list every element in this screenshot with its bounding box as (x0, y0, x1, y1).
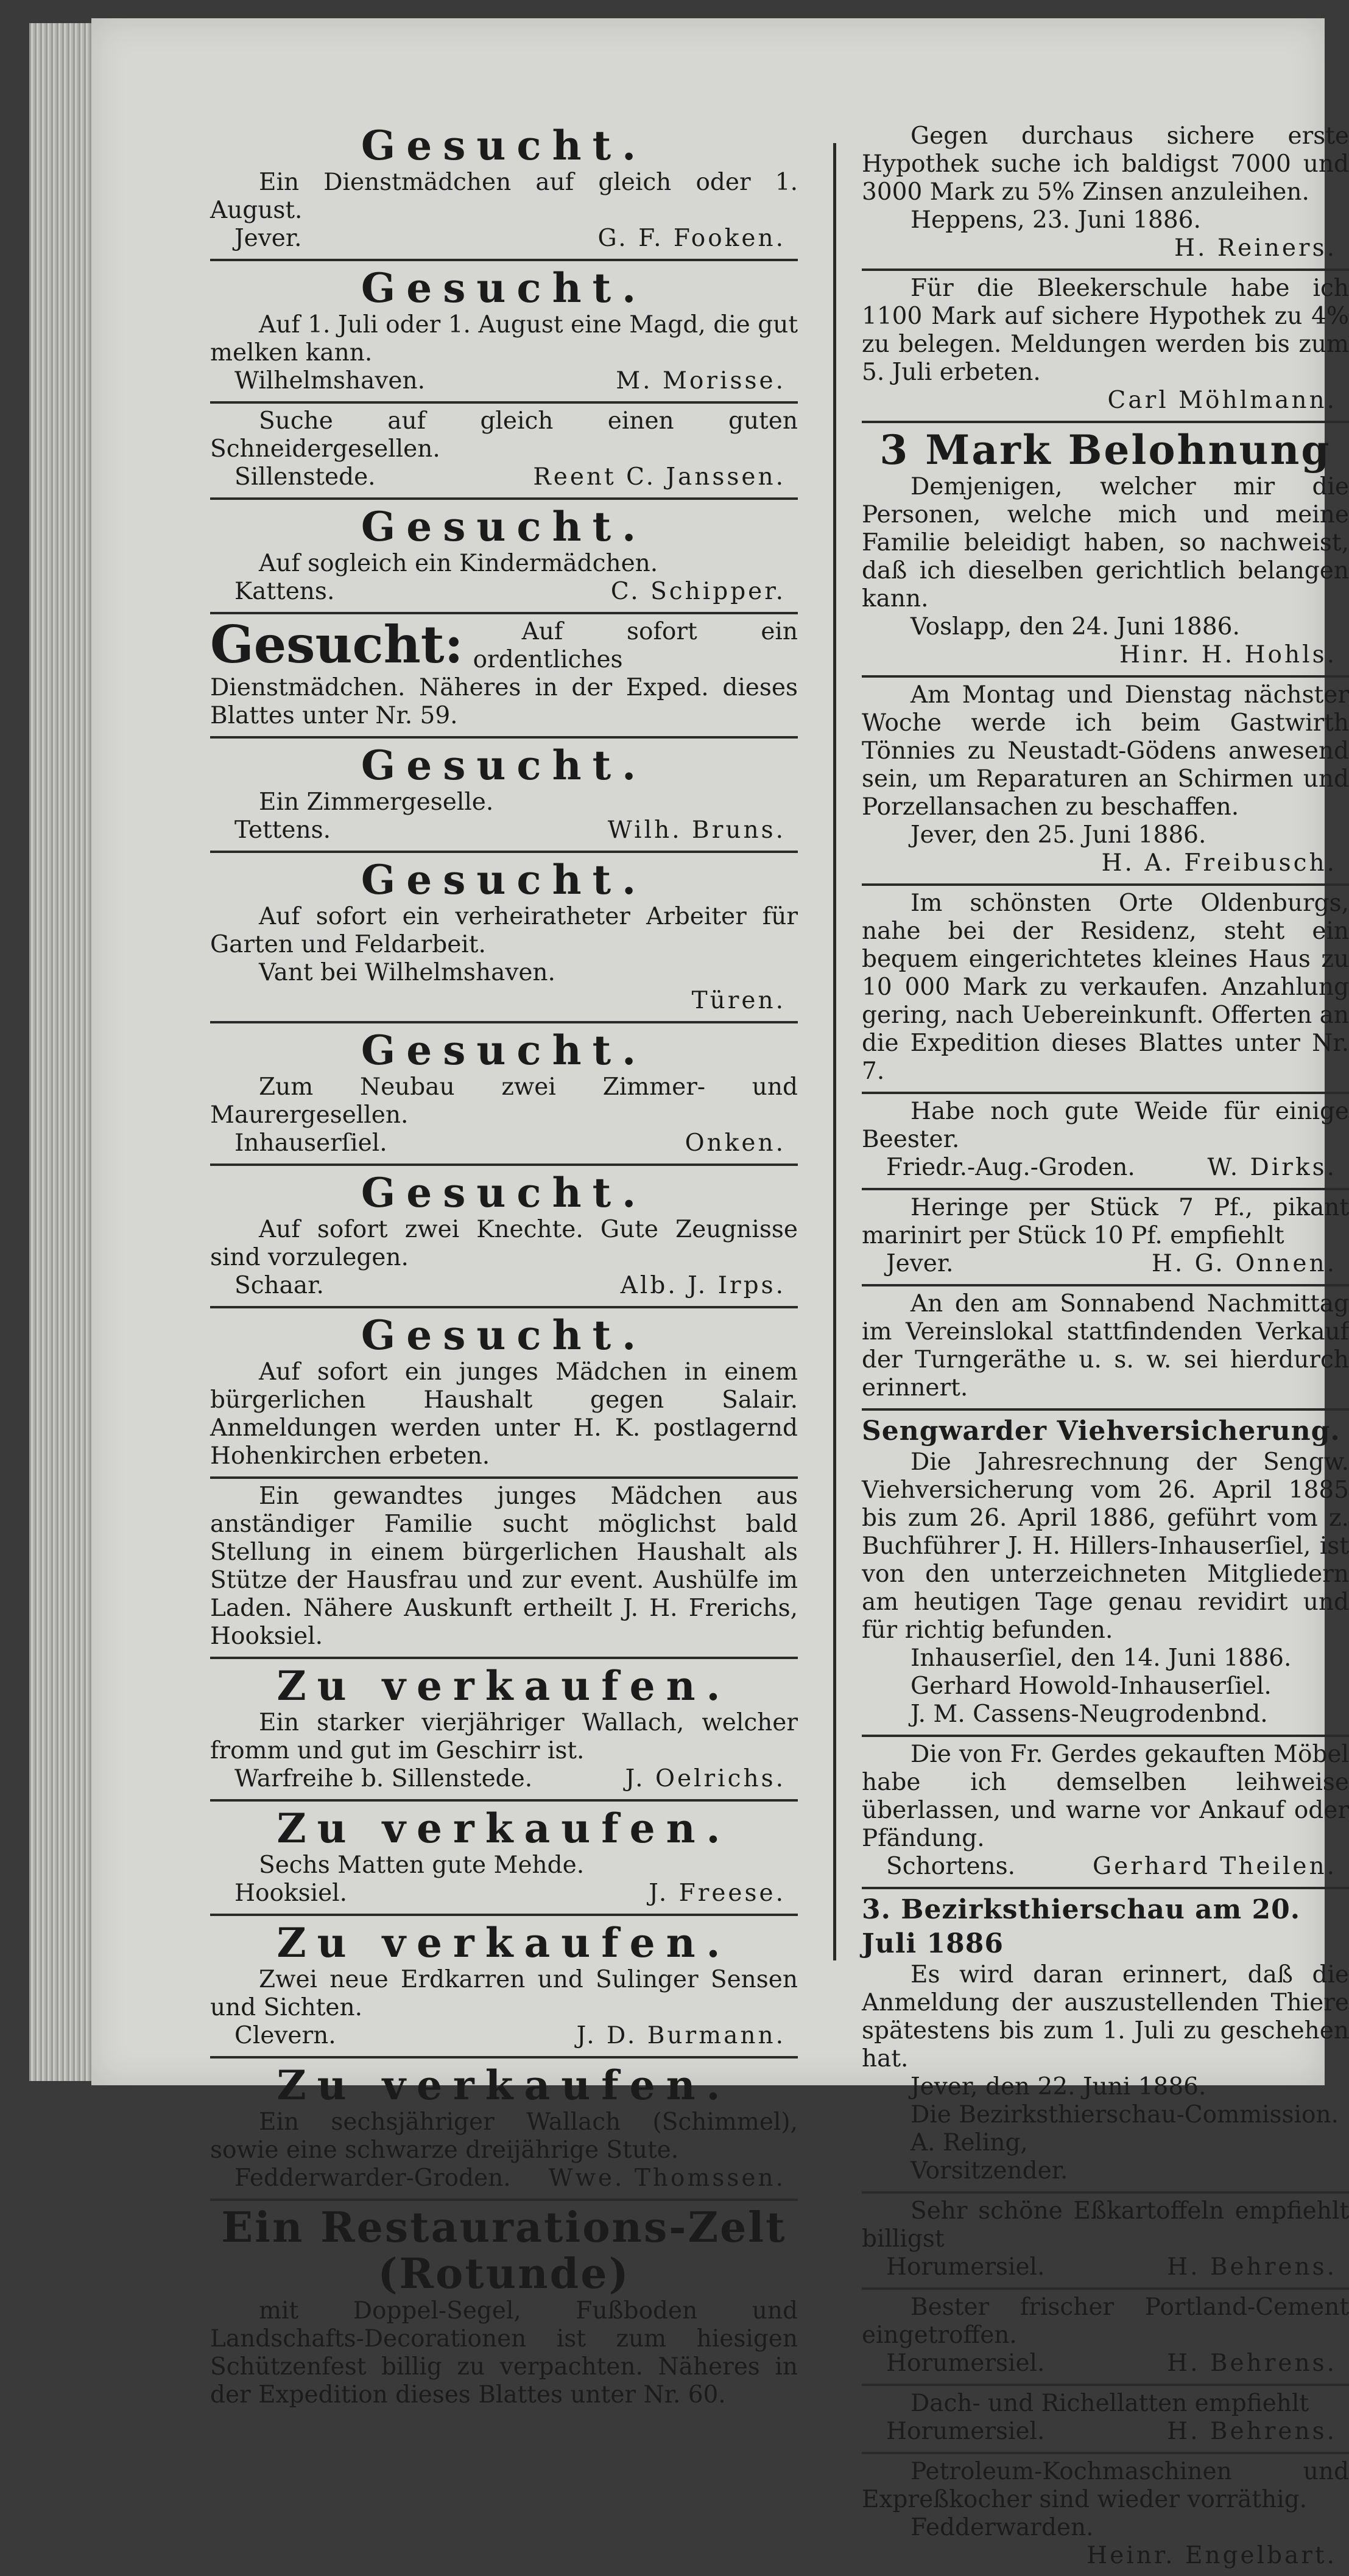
advert-heading: Zu verkaufen. (210, 2062, 798, 2108)
left-advert-7 (210, 1023, 798, 1166)
advert-place (210, 987, 234, 1015)
left-advert-3 (210, 500, 798, 614)
advert-heading: Ein Restaurations-Zelt (Rotunde) (210, 2205, 798, 2297)
advert-place: Jever. (210, 225, 302, 253)
advert-signature (210, 2164, 798, 2192)
advert-signature (210, 1765, 798, 1793)
advert-text: A. Reling, (862, 2129, 1349, 2157)
advert-signer: Türen. (692, 987, 798, 1015)
advert-text: Vant bei Wilhelmshaven. (210, 959, 798, 987)
advert-signer: G. F. Fooken. (598, 225, 798, 253)
advert-place: Horumersiel. (862, 2253, 1044, 2281)
advert-signer: J. Freese. (649, 1879, 798, 1907)
advert-text: Heringe per Stück 7 Pf., pikant marinirt per Stück 10 Pf. empfiehlt (862, 1194, 1349, 1250)
advert-signature (862, 1154, 1349, 1182)
advert-signature (210, 1879, 798, 1907)
advert-signer: Wilh. Bruns. (608, 816, 798, 844)
left-advert-10 (210, 1479, 798, 1659)
advert-heading: Gesucht. (210, 122, 798, 169)
advert-signature (862, 641, 1349, 669)
advert-signer: C. Schipper. (611, 578, 798, 606)
advert-signature (210, 225, 798, 253)
right-advert-3 (862, 678, 1349, 886)
advert-signature (210, 2022, 798, 2050)
right-advert-14 (862, 2454, 1349, 2576)
advert-text: Habe noch gute Weide für einige Beester. (862, 1098, 1349, 1154)
advert-place: Horumersiel. (862, 2418, 1044, 2446)
advert-signature (862, 849, 1349, 877)
advert-text: Dach- und Richellatten empfiehlt (862, 2390, 1349, 2418)
advert-signature (210, 367, 798, 395)
advert-heading: Gesucht. (210, 504, 798, 550)
advert-signature (862, 2418, 1349, 2446)
advert-text: Ein sechsjähriger Wallach (Schimmel), sowie eine schwarze dreijährige Stute. (210, 2108, 798, 2164)
right-advert-11 (862, 2194, 1349, 2290)
left-advert-13 (210, 1916, 798, 2058)
advert-text: Zum Neubau zwei Zimmer- und Maurergesellen. (210, 1073, 798, 1129)
advert-text: Ein gewandtes junges Mädchen aus anständiger Familie sucht möglichst bald Stellung in einem bürgerlichen Haushalt als Stütze der Hausfrau und zur event. Aushülfe im Laden. Nähere Auskunft ertheilt J. H. Frerichs, Hooksiel. (210, 1483, 798, 1651)
advert-text: Im schönsten Orte Oldenburgs, nahe bei der Residenz, steht ein bequem eingerichtetes kleines Haus zu 10 000 Mark zu verkaufen. Anzahlung gering, nach Uebereinkunft. Offerten an die Expedition dieses Blattes unter Nr. 7. (862, 890, 1349, 1086)
advert-place (862, 849, 886, 877)
advert-place: Warfreihe b. Sillenstede. (210, 1765, 532, 1793)
advert-signer: H. Behrens. (1167, 2253, 1349, 2281)
advert-heading: Gesucht. (210, 265, 798, 311)
left-advert-14 (210, 2058, 798, 2201)
advert-text: An den am Sonnabend Nachmittag im Vereinslokal stattfindenden Verkauf der Turngeräthe u. s. w. sei hierdurch erinnert. (862, 1290, 1349, 1402)
right-advert-9 (862, 1737, 1349, 1889)
advert-signature (210, 816, 798, 844)
right-column (862, 119, 1349, 2037)
advert-signer: H. Behrens. (1167, 2418, 1349, 2446)
left-advert-2 (210, 404, 798, 500)
advert-heading: 3. Bezirksthierschau am 20. Juli 1886 (862, 1893, 1349, 1961)
advert-signer: H. Behrens. (1167, 2350, 1349, 2378)
advert-text: Sehr schöne Eßkartoffeln empfiehlt billigst (862, 2197, 1349, 2253)
advert-heading: Gesucht. (210, 1027, 798, 1073)
advert-text: Voslapp, den 24. Juni 1886. (862, 613, 1349, 641)
right-advert-5 (862, 1094, 1349, 1190)
advert-place: Horumersiel. (862, 2350, 1044, 2378)
advert-heading: Gesucht. (210, 1170, 798, 1216)
advert-place: Wilhelmshaven. (210, 367, 425, 395)
advert-signature (862, 2542, 1349, 2570)
left-advert-8 (210, 1166, 798, 1308)
advert-signature (210, 1129, 798, 1157)
advert-heading: Zu verkaufen. (210, 1805, 798, 1851)
advert-text: Auf sofort ein junges Mädchen in einem bürgerlichen Haushalt gegen Salair. Anmeldungen werden unter H. K. postlagernd Hohenkirchen erbeten. (210, 1358, 798, 1470)
advert-signer: M. Morisse. (616, 367, 798, 395)
advert-text: Inhauserſiel, den 14. Juni 1886. (862, 1644, 1349, 1672)
advert-text: Petroleum-Kochmaschinen und Expreßkocher sind wieder vorräthig. (862, 2458, 1349, 2514)
left-advert-9 (210, 1308, 798, 1479)
advert-text: Ein Dienstmädchen auf gleich oder 1. August. (210, 169, 798, 225)
advert-place: Hooksiel. (210, 1879, 347, 1907)
advert-signer: Alb. J. Irps. (621, 1272, 798, 1300)
advert-text: Ein Zimmergeselle. (210, 788, 798, 816)
advert-text: Sechs Matten gute Mehde. (210, 1851, 798, 1879)
advert-signature (210, 463, 798, 491)
advert-text: Auf 1. Juli oder 1. August eine Magd, die gut melken kann. (210, 311, 798, 367)
right-advert-10 (862, 1889, 1349, 2194)
advert-signer: H. A. Freibusch. (1102, 849, 1349, 877)
advert-text: Bester frischer Portland-Cement eingetroffen. (862, 2293, 1349, 2350)
advert-text: Am Montag und Dienstag nächster Woche werde ich beim Gastwirth Tönnies zu Neustadt-Gödens anwesend sein, um Reparaturen an Schirmen und Porzellansachen zu beschaffen. (862, 681, 1349, 821)
advert-signer: H. G. Onnen. (1152, 1250, 1349, 1278)
advert-heading: Zu verkaufen. (210, 1920, 798, 1966)
advert-text: Gerhard Howold-Inhauserſiel. (862, 1672, 1349, 1700)
advert-heading: 3 Mark Belohnung (862, 427, 1349, 473)
advert-signer: Wwe. Thomssen. (548, 2164, 798, 2192)
advert-place: Fedderwarder-Groden. (210, 2164, 511, 2192)
advert-text: Auf sofort zwei Knechte. Gute Zeugnisse sind vorzulegen. (210, 1216, 798, 1272)
advert-place: Friedr.-Aug.-Groden. (862, 1154, 1135, 1182)
advert-text: Es wird daran erinnert, daß die Anmeldung der auszustellenden Thiere spätestens bis zum 1. Juli zu geschehen hat. (862, 1961, 1349, 2073)
advert-text: Auf sofort ein verheiratheter Arbeiter für Garten und Feldarbeit. (210, 903, 798, 959)
advert-text: Auf sofort ein ordentliches Dienstmädchen. Näheres in der Exped. dieses Blattes unter Nr. 59. (210, 618, 798, 730)
advert-text: Suche auf gleich einen guten Schneidergesellen. (210, 407, 798, 463)
advert-signature (210, 1272, 798, 1300)
advert-place: Schortens. (862, 1853, 1015, 1881)
advert-signature (210, 578, 798, 606)
advert-heading: Zu verkaufen. (210, 1663, 798, 1709)
left-advert-4 (210, 614, 798, 739)
advert-signature (862, 234, 1349, 262)
left-advert-0 (210, 119, 798, 261)
advert-text: Ein starker vierjähriger Wallach, welcher fromm und gut im Geschirr ist. (210, 1709, 798, 1765)
advert-text: Die Jahresrechnung der Sengw. Viehversicherung vom 26. April 1885 bis zum 26. April 1886, geführt vom z. Buchführer J. H. Hillers-Inhauserſiel, ist von den unterzeichneten Mitgliedern am heutigen Tage genau revidirt und für richtig befunden. (862, 1448, 1349, 1644)
advert-signature (862, 1250, 1349, 1278)
advert-heading: Gesucht. (210, 857, 798, 903)
left-column (210, 119, 798, 2415)
advert-text: Vorsitzender. (862, 2157, 1349, 2185)
advert-heading: Gesucht. (210, 742, 798, 788)
advert-text: Die von Fr. Gerdes gekauften Möbel habe ich demselben leihweise überlassen, und warne vor Ankauf oder Pfändung. (862, 1741, 1349, 1853)
right-advert-1 (862, 271, 1349, 423)
advert-text: Auf sogleich ein Kindermädchen. (210, 550, 798, 578)
advert-signer: Hinr. H. Hohls. (1119, 641, 1349, 669)
advert-signature (862, 2253, 1349, 2281)
advert-signer: J. D. Burmann. (577, 2022, 798, 2050)
advert-text: J. M. Cassens-Neugrodenbnd. (862, 1700, 1349, 1728)
right-advert-4 (862, 886, 1349, 1094)
advert-place (862, 387, 886, 415)
left-advert-6 (210, 853, 798, 1023)
advert-text: Jever, den 25. Juni 1886. (862, 821, 1349, 849)
advert-signer: Heinr. Engelbart. (1087, 2542, 1349, 2570)
advert-heading: Gesucht. (210, 1312, 798, 1358)
advert-place: Kattens. (210, 578, 334, 606)
column-divider (833, 143, 836, 1960)
right-advert-8 (862, 1411, 1349, 1737)
advert-place: Inhauserſiel. (210, 1129, 387, 1157)
advert-signer: Carl Möhlmann. (1108, 387, 1349, 415)
advert-signature (210, 987, 798, 1015)
advert-text: Die Bezirksthierschau-Commission. (862, 2101, 1349, 2129)
advert-signer: Onken. (685, 1129, 798, 1157)
advert-signer: Gerhard Theilen. (1093, 1853, 1349, 1881)
advert-text: Zwei neue Erdkarren und Sulinger Sensen und Sichten. (210, 1966, 798, 2022)
left-advert-1 (210, 261, 798, 404)
advert-text: Jever, den 22. Juni 1886. (862, 2073, 1349, 2101)
advert-lead: Gesucht: (210, 619, 463, 670)
advert-text: Heppens, 23. Juni 1886. (862, 206, 1349, 234)
advert-signer: J. Oelrichs. (625, 1765, 798, 1793)
right-advert-2 (862, 423, 1349, 678)
advert-signer: W. Dirks. (1208, 1154, 1349, 1182)
advert-signature (862, 1853, 1349, 1881)
advert-place: Schaar. (210, 1272, 324, 1300)
right-advert-6 (862, 1190, 1349, 1286)
left-advert-15 (210, 2201, 798, 2415)
advert-text: Fedderwarden. (862, 2514, 1349, 2542)
advert-place (862, 2542, 886, 2570)
advert-signature (862, 387, 1349, 415)
advert-signer: H. Reiners. (1174, 234, 1349, 262)
advert-place (862, 234, 886, 262)
advert-place: Sillenstede. (210, 463, 376, 491)
advert-place: Clevern. (210, 2022, 336, 2050)
advert-signer: Reent C. Janssen. (533, 463, 798, 491)
advert-place (862, 641, 886, 669)
advert-text: Für die Bleekerschule habe ich 1100 Mark auf sichere Hypothek zu 4% zu belegen. Meldungen werden bis zum 5. Juli erbeten. (862, 275, 1349, 387)
right-advert-0 (862, 119, 1349, 271)
advert-place: Jever. (862, 1250, 954, 1278)
right-advert-7 (862, 1286, 1349, 1411)
advert-text: mit Doppel-Segel, Fußboden und Landschafts-Decorationen ist zum hiesigen Schützenfest billig zu verpachten. Näheres in der Expedition dieses Blattes unter Nr. 60. (210, 2297, 798, 2409)
advert-text: Demjenigen, welcher mir die Personen, welche mich und meine Familie beleidigt haben, so nachweist, daß ich dieselben gerichtlich belangen kann. (862, 473, 1349, 613)
advert-heading: Sengwarder Viehversicherung. (862, 1414, 1349, 1448)
left-advert-12 (210, 1802, 798, 1916)
right-advert-13 (862, 2386, 1349, 2454)
advert-place: Tettens. (210, 816, 331, 844)
left-advert-11 (210, 1659, 798, 1802)
advert-signature (862, 2350, 1349, 2378)
right-advert-12 (862, 2290, 1349, 2386)
left-advert-5 (210, 739, 798, 853)
advert-text: Gegen durchaus sichere erste Hypothek suche ich baldigst 7000 und 3000 Mark zu 5% Zinsen anzuleihen. (862, 122, 1349, 206)
